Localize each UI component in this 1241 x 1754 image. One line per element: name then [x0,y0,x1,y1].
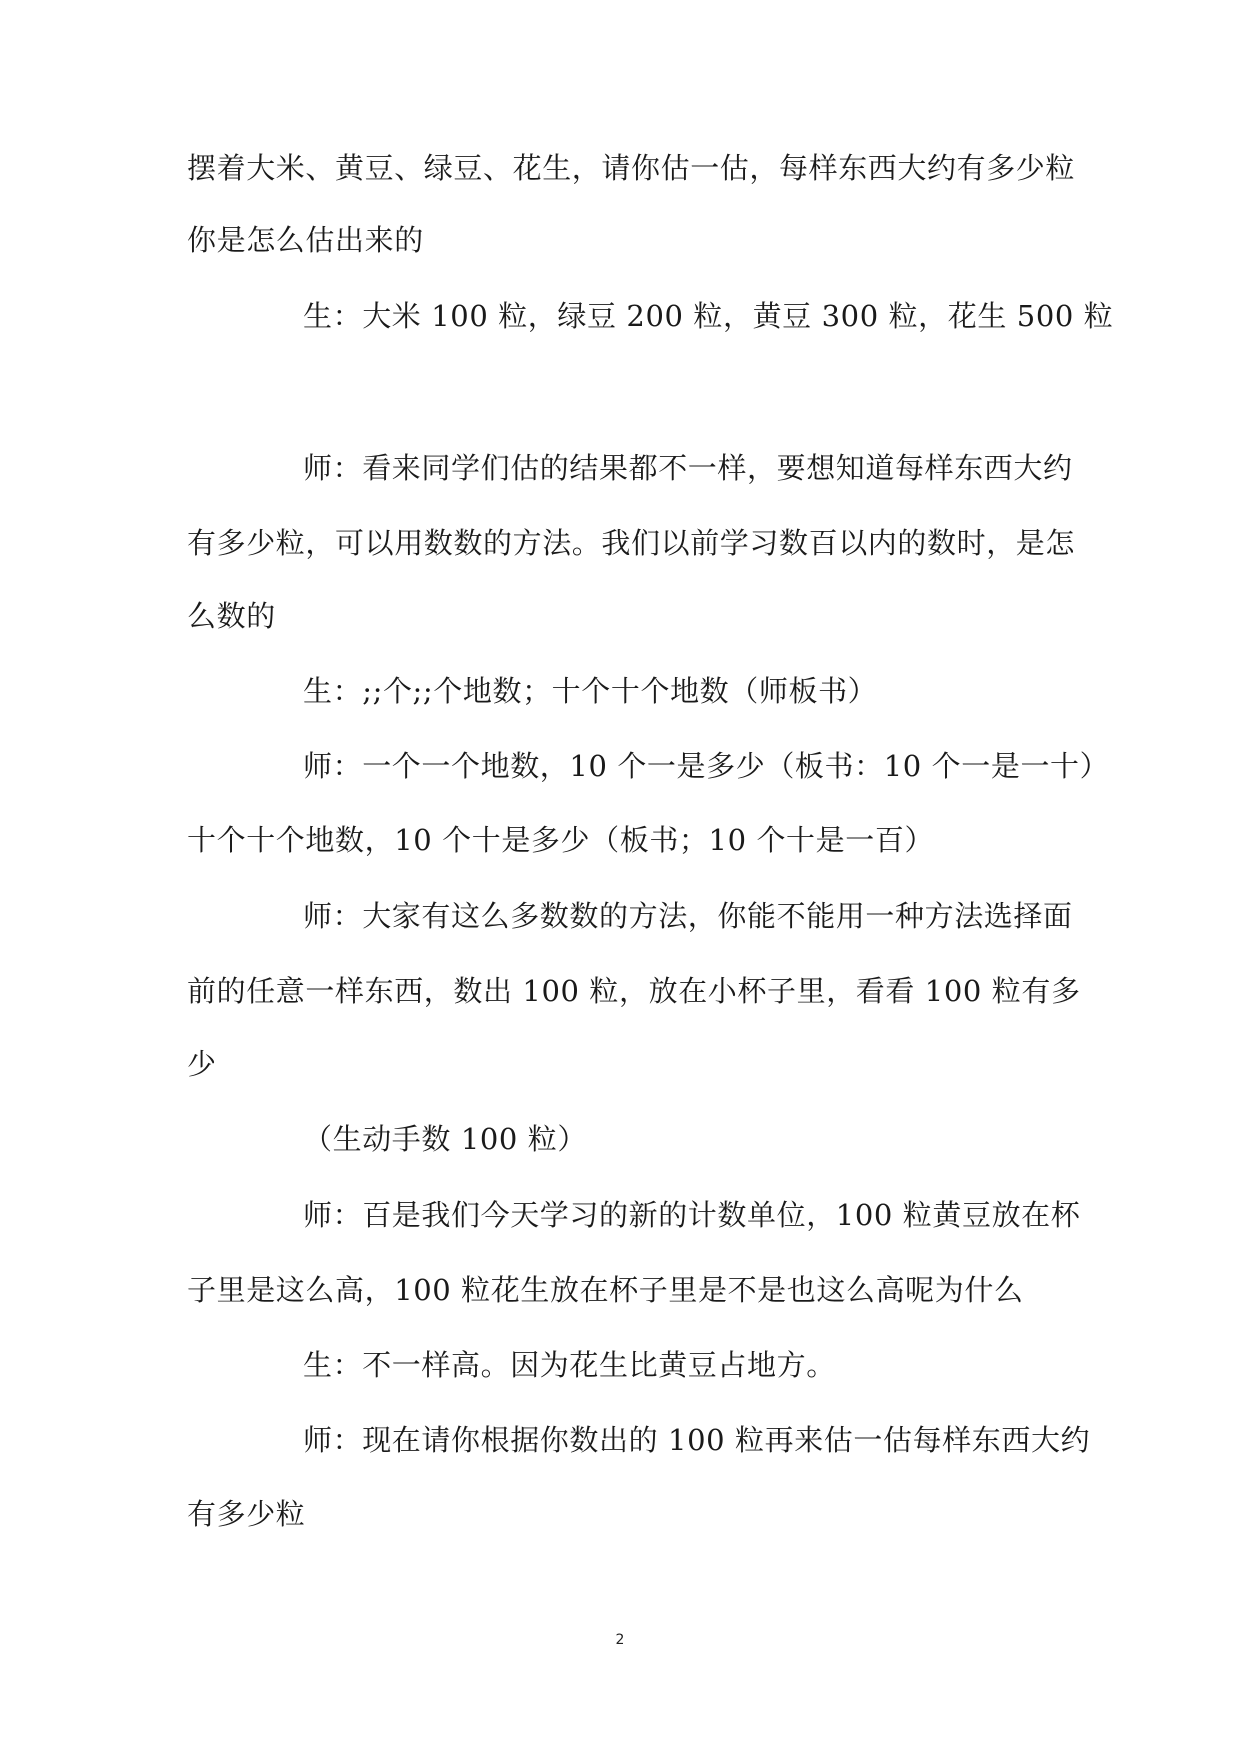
text-line-12: 少 [187,1047,217,1081]
text-line-2: 你是怎么估出来的 [187,223,424,257]
text-line-17: 师：现在请你根据你数出的 100 粒再来估一估每样东西大约 [303,1423,1091,1457]
text-line-11: 前的任意一样东西，数出 100 粒，放在小杯子里，看看 100 粒有多 [187,974,1081,1008]
text-line-5: 有多少粒，可以用数数的方法。我们以前学习数百以内的数时，是怎 [187,526,1076,560]
text-line-7: 生：;;个;;个地数；十个十个地数（师板书） [303,674,878,708]
page-number: 2 [615,1632,625,1648]
text-line-8: 师：一个一个地数，10 个一是多少（板书：10 个一是一十） [303,749,1110,783]
text-line-10: 师：大家有这么多数数的方法，你能不能用一种方法选择面 [303,899,1073,933]
text-line-15: 子里是这么高，100 粒花生放在杯子里是不是也这么高呢为什么 [187,1273,1024,1307]
text-line-16: 生：不一样高。因为花生比黄豆占地方。 [303,1348,836,1382]
text-line-6: 么数的 [187,599,276,633]
text-line-9: 十个十个地数，10 个十是多少（板书；10 个十是一百） [187,823,935,857]
text-line-3: 生：大米 100 粒，绿豆 200 粒，黄豆 300 粒，花生 500 粒 [303,299,1114,333]
text-line-18: 有多少粒 [187,1497,306,1531]
text-line-1: 摆着大米、黄豆、绿豆、花生，请你估一估，每样东西大约有多少粒 [187,151,1076,185]
text-line-4: 师：看来同学们估的结果都不一样，要想知道每样东西大约 [303,451,1073,485]
text-line-13: （生动手数 100 粒） [303,1122,587,1156]
text-line-14: 师：百是我们今天学习的新的计数单位，100 粒黄豆放在杯 [303,1198,1081,1232]
